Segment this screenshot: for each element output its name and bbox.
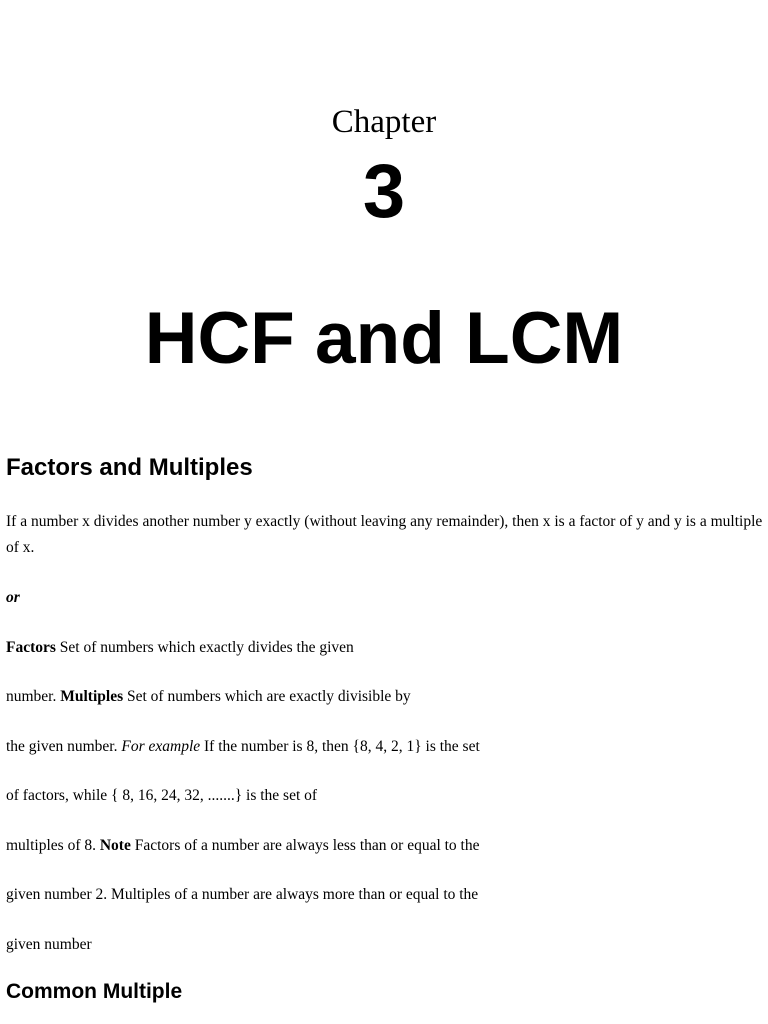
paragraph-line-7: given number xyxy=(6,936,92,953)
chapter-title: HCF and LCM xyxy=(144,298,624,379)
line-2-prefix: number. xyxy=(6,688,61,705)
paragraph-line-5 xyxy=(6,833,480,859)
term-factors: Factors xyxy=(6,639,56,656)
line-3-text: If the number is 8, then {8, 4, 2, 1} is the set xyxy=(200,738,480,755)
for-example-text: For example xyxy=(121,738,201,755)
paragraph-line-4: of factors, while { 8, 16, 24, 32, .......} is the set of xyxy=(6,787,318,804)
intro-paragraph: If a number x divides another number y exactly (without leaving any remainder), then x is a factor of y and y is a multiple of x. xyxy=(6,513,763,556)
line-5-prefix: multiples of 8. xyxy=(6,837,100,854)
line-2-text: Set of numbers which are exactly divisible by xyxy=(123,688,411,705)
paragraph-line-1 xyxy=(6,635,354,661)
line-3-prefix: the given number. xyxy=(6,738,122,755)
section-heading-factors-multiples: Factors and Multiples xyxy=(6,454,253,481)
chapter-number: 3 xyxy=(362,149,406,234)
line-5-text: Factors of a number are always less than or equal to the xyxy=(130,837,480,854)
term-multiples: Multiples xyxy=(60,688,124,705)
or-text: or xyxy=(6,589,20,606)
section-heading-common-multiple: Common Multiple xyxy=(6,980,183,1003)
paragraph-line-6: given number 2. Multiples of a number are always more than or equal to the xyxy=(6,886,479,903)
paragraph-line-3 xyxy=(6,734,480,760)
term-note: Note xyxy=(99,837,131,854)
chapter-label: Chapter xyxy=(331,104,437,140)
paragraph-line-2 xyxy=(6,684,411,710)
line-1-text: Set of numbers which exactly divides the given xyxy=(55,639,354,656)
